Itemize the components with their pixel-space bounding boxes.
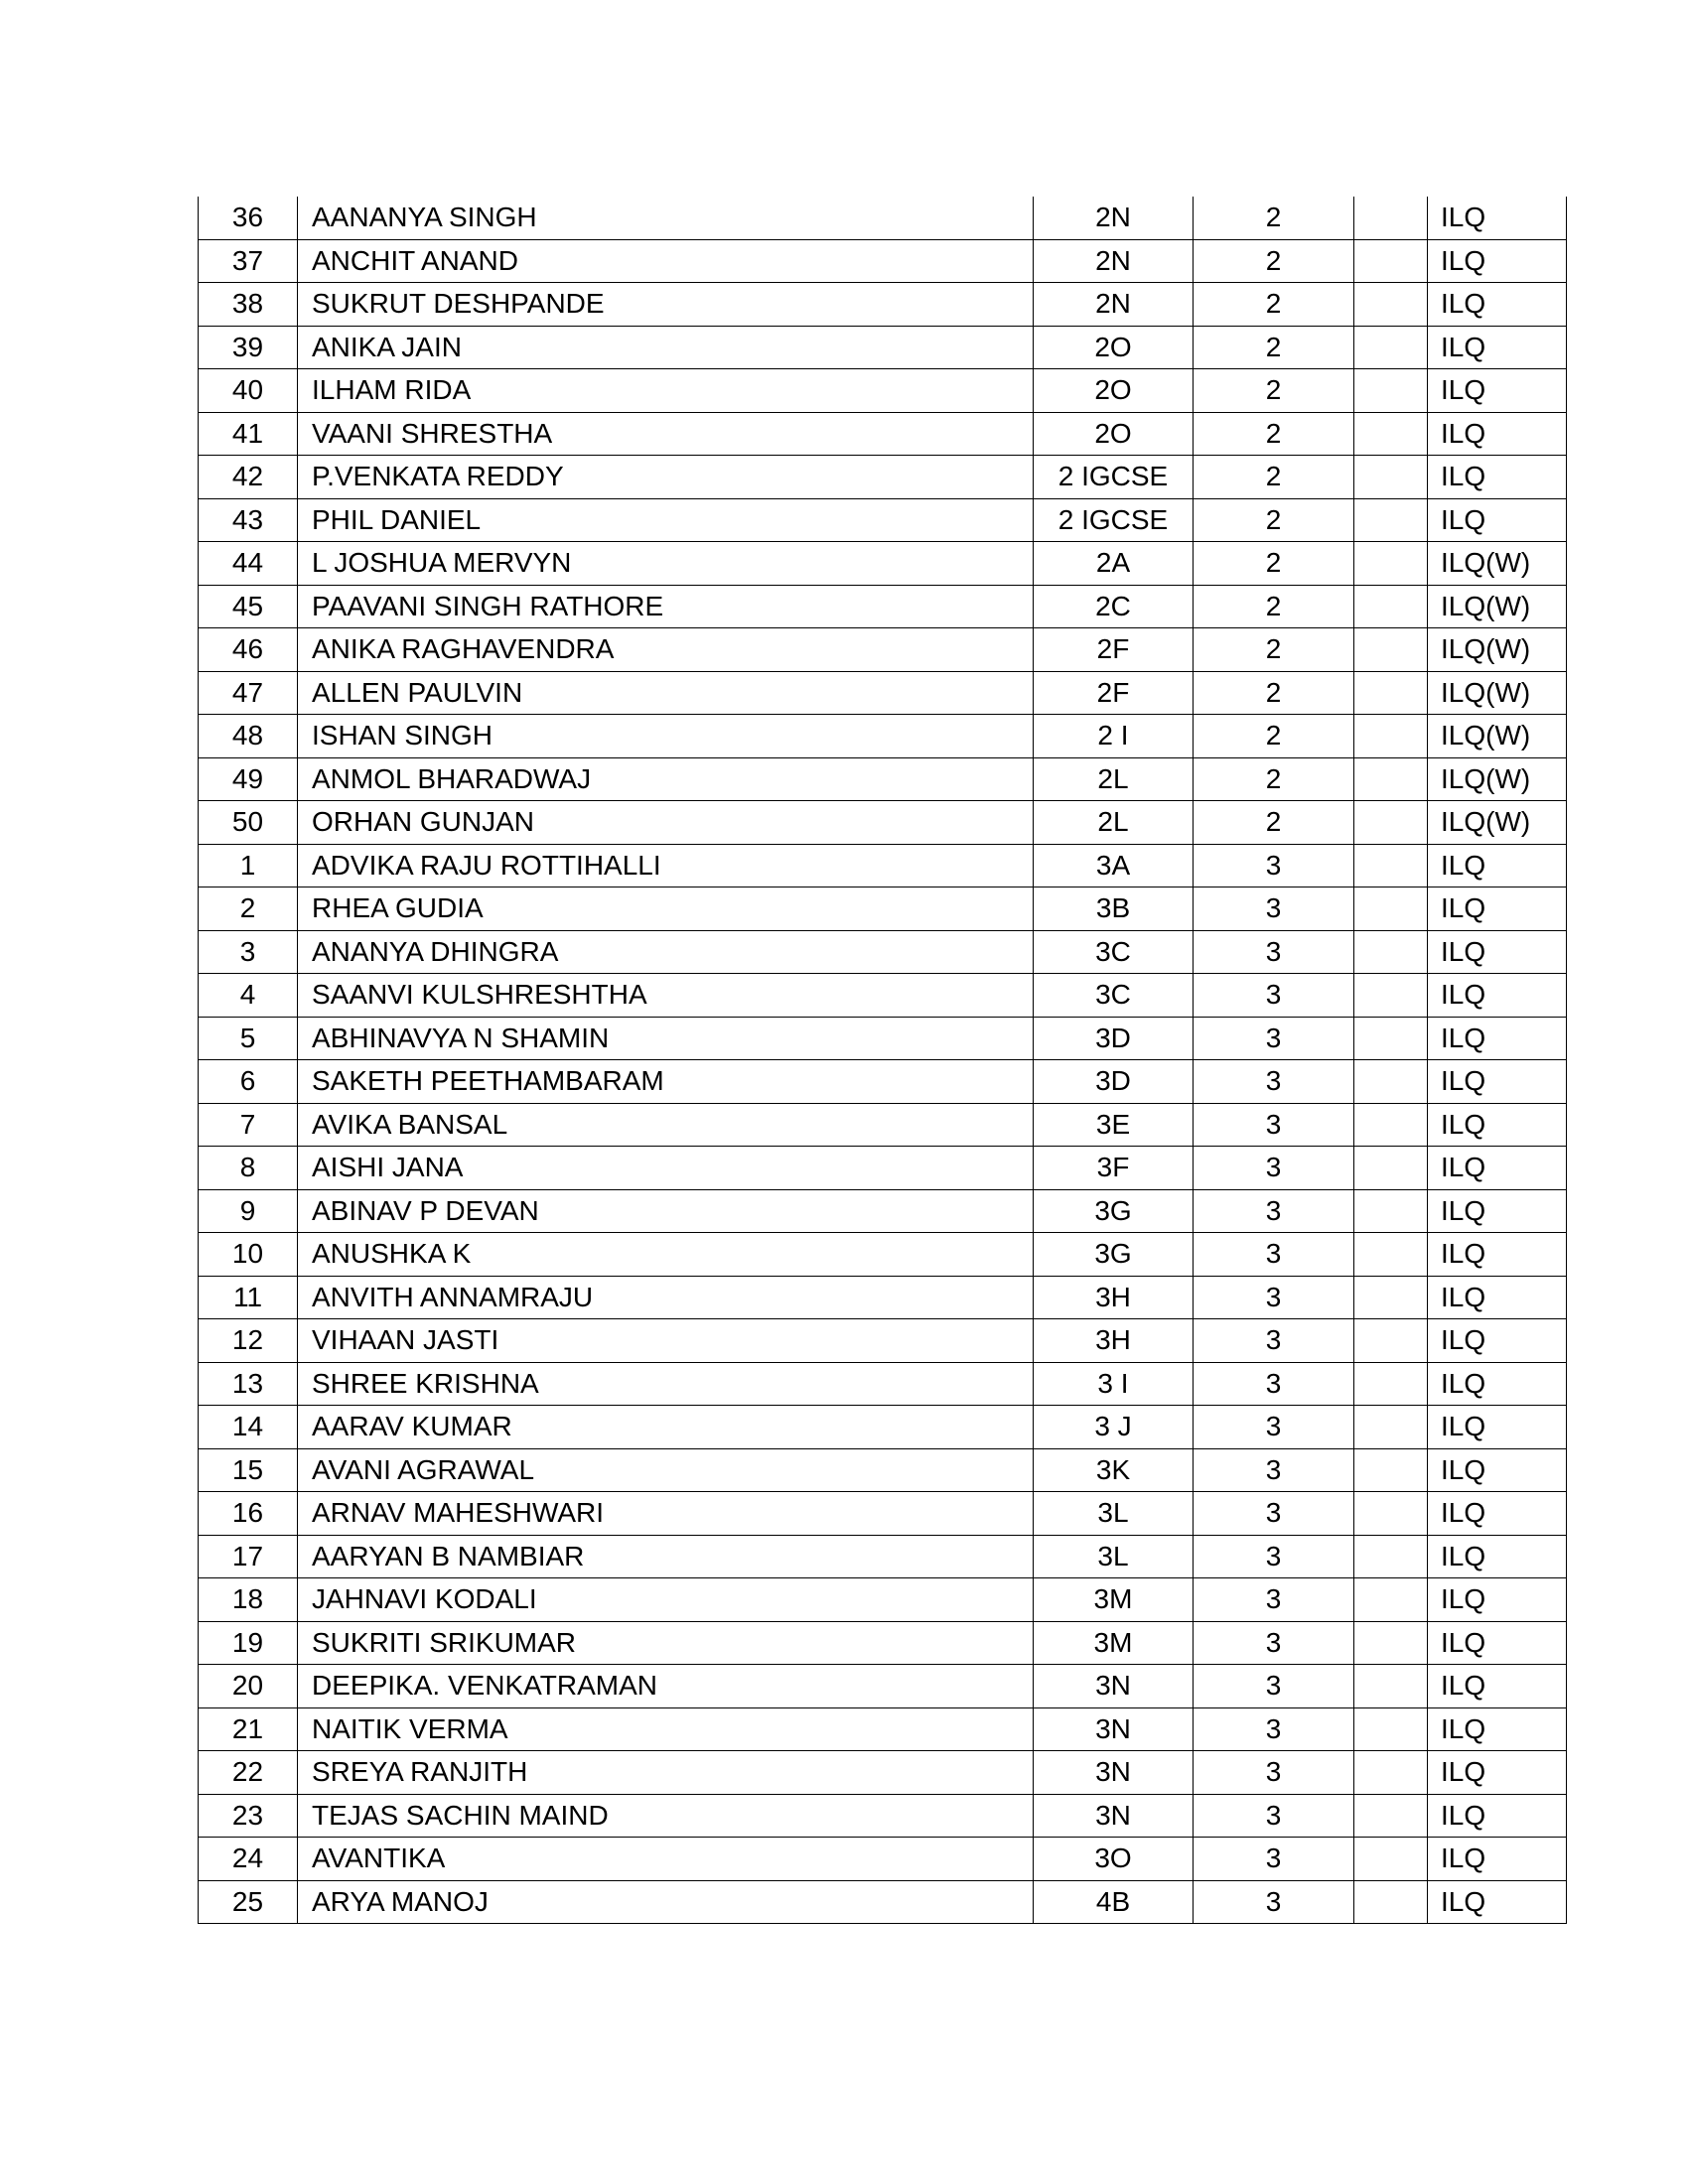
- category-cell: ILQ(W): [1428, 715, 1567, 758]
- empty-cell: [1354, 1794, 1428, 1838]
- grade-cell: 3: [1194, 1838, 1354, 1881]
- serial-number-cell: 37: [199, 239, 298, 283]
- class-section-cell: 3C: [1034, 930, 1194, 974]
- serial-number-cell: 24: [199, 1838, 298, 1881]
- class-section-cell: 2C: [1034, 585, 1194, 628]
- class-section-cell: 2F: [1034, 671, 1194, 715]
- category-cell: ILQ: [1428, 326, 1567, 369]
- empty-cell: [1354, 1880, 1428, 1924]
- student-name-cell: ABHINAVYA N SHAMIN: [298, 1017, 1034, 1060]
- empty-cell: [1354, 369, 1428, 413]
- category-cell: ILQ: [1428, 1707, 1567, 1751]
- table-row: [199, 1492, 1567, 1536]
- table-row: [199, 456, 1567, 499]
- student-name-cell: AISHI JANA: [298, 1147, 1034, 1190]
- table-row: [199, 887, 1567, 931]
- class-section-cell: 3 J: [1034, 1406, 1194, 1449]
- student-name-cell: ILHAM RIDA: [298, 369, 1034, 413]
- student-name-cell: ANIKA JAIN: [298, 326, 1034, 369]
- class-section-cell: 2 I: [1034, 715, 1194, 758]
- serial-number-cell: 20: [199, 1665, 298, 1708]
- table-row: [199, 1838, 1567, 1881]
- category-cell: ILQ: [1428, 1578, 1567, 1622]
- student-name-cell: ALLEN PAULVIN: [298, 671, 1034, 715]
- table-row: [199, 1060, 1567, 1104]
- serial-number-cell: 8: [199, 1147, 298, 1190]
- student-name-cell: ANMOL BHARADWAJ: [298, 757, 1034, 801]
- class-section-cell: 2L: [1034, 757, 1194, 801]
- serial-number-cell: 3: [199, 930, 298, 974]
- class-section-cell: 3B: [1034, 887, 1194, 931]
- empty-cell: [1354, 887, 1428, 931]
- serial-number-cell: 21: [199, 1707, 298, 1751]
- empty-cell: [1354, 1189, 1428, 1233]
- table-row: [199, 542, 1567, 586]
- category-cell: ILQ: [1428, 1448, 1567, 1492]
- student-name-cell: P.VENKATA REDDY: [298, 456, 1034, 499]
- class-section-cell: 3E: [1034, 1103, 1194, 1147]
- serial-number-cell: 46: [199, 628, 298, 672]
- empty-cell: [1354, 628, 1428, 672]
- grade-cell: 3: [1194, 1492, 1354, 1536]
- table-row: [199, 1406, 1567, 1449]
- class-section-cell: 3F: [1034, 1147, 1194, 1190]
- grade-cell: 3: [1194, 887, 1354, 931]
- category-cell: ILQ(W): [1428, 757, 1567, 801]
- student-name-cell: AARAV KUMAR: [298, 1406, 1034, 1449]
- class-section-cell: 2O: [1034, 412, 1194, 456]
- serial-number-cell: 13: [199, 1362, 298, 1406]
- class-section-cell: 3O: [1034, 1838, 1194, 1881]
- table-row: [199, 1578, 1567, 1622]
- category-cell: ILQ: [1428, 498, 1567, 542]
- empty-cell: [1354, 1751, 1428, 1795]
- table-row: [199, 930, 1567, 974]
- grade-cell: 2: [1194, 715, 1354, 758]
- grade-cell: 2: [1194, 369, 1354, 413]
- grade-cell: 3: [1194, 1103, 1354, 1147]
- class-section-cell: 2F: [1034, 628, 1194, 672]
- student-name-cell: VIHAAN JASTI: [298, 1319, 1034, 1363]
- table-row: [199, 974, 1567, 1018]
- serial-number-cell: 5: [199, 1017, 298, 1060]
- empty-cell: [1354, 1838, 1428, 1881]
- empty-cell: [1354, 412, 1428, 456]
- grade-cell: 2: [1194, 671, 1354, 715]
- student-name-cell: L JOSHUA MERVYN: [298, 542, 1034, 586]
- class-section-cell: 3N: [1034, 1751, 1194, 1795]
- grade-cell: 3: [1194, 1794, 1354, 1838]
- category-cell: ILQ: [1428, 1751, 1567, 1795]
- empty-cell: [1354, 1362, 1428, 1406]
- grade-cell: 3: [1194, 1319, 1354, 1363]
- empty-cell: [1354, 498, 1428, 542]
- table-row: [199, 283, 1567, 327]
- serial-number-cell: 41: [199, 412, 298, 456]
- category-cell: ILQ: [1428, 369, 1567, 413]
- serial-number-cell: 11: [199, 1276, 298, 1319]
- category-cell: ILQ(W): [1428, 542, 1567, 586]
- class-section-cell: 3H: [1034, 1276, 1194, 1319]
- table-row: [199, 239, 1567, 283]
- serial-number-cell: 42: [199, 456, 298, 499]
- category-cell: ILQ: [1428, 456, 1567, 499]
- class-section-cell: 3N: [1034, 1794, 1194, 1838]
- table-row: [199, 671, 1567, 715]
- category-cell: ILQ: [1428, 197, 1567, 239]
- grade-cell: 3: [1194, 1017, 1354, 1060]
- grade-cell: 3: [1194, 1233, 1354, 1277]
- grade-cell: 2: [1194, 498, 1354, 542]
- class-section-cell: 2N: [1034, 239, 1194, 283]
- grade-cell: 3: [1194, 1362, 1354, 1406]
- category-cell: ILQ(W): [1428, 628, 1567, 672]
- category-cell: ILQ: [1428, 1794, 1567, 1838]
- student-name-cell: AVIKA BANSAL: [298, 1103, 1034, 1147]
- table-row: [199, 1319, 1567, 1363]
- class-section-cell: 3D: [1034, 1017, 1194, 1060]
- grade-cell: 2: [1194, 585, 1354, 628]
- student-name-cell: VAANI SHRESTHA: [298, 412, 1034, 456]
- empty-cell: [1354, 974, 1428, 1018]
- grade-cell: 2: [1194, 283, 1354, 327]
- class-section-cell: 3D: [1034, 1060, 1194, 1104]
- student-name-cell: AANANYA SINGH: [298, 197, 1034, 239]
- table-row: [199, 1621, 1567, 1665]
- empty-cell: [1354, 715, 1428, 758]
- student-name-cell: RHEA GUDIA: [298, 887, 1034, 931]
- student-name-cell: AVANTIKA: [298, 1838, 1034, 1881]
- class-section-cell: 3M: [1034, 1621, 1194, 1665]
- grade-cell: 3: [1194, 1880, 1354, 1924]
- student-name-cell: NAITIK VERMA: [298, 1707, 1034, 1751]
- empty-cell: [1354, 1448, 1428, 1492]
- class-section-cell: 3M: [1034, 1578, 1194, 1622]
- grade-cell: 2: [1194, 326, 1354, 369]
- serial-number-cell: 14: [199, 1406, 298, 1449]
- empty-cell: [1354, 1103, 1428, 1147]
- grade-cell: 2: [1194, 197, 1354, 239]
- empty-cell: [1354, 456, 1428, 499]
- student-name-cell: PHIL DANIEL: [298, 498, 1034, 542]
- student-name-cell: DEEPIKA. VENKATRAMAN: [298, 1665, 1034, 1708]
- student-name-cell: ANCHIT ANAND: [298, 239, 1034, 283]
- serial-number-cell: 10: [199, 1233, 298, 1277]
- grade-cell: 3: [1194, 930, 1354, 974]
- empty-cell: [1354, 671, 1428, 715]
- class-section-cell: 2 IGCSE: [1034, 498, 1194, 542]
- table-row: [199, 1880, 1567, 1924]
- serial-number-cell: 45: [199, 585, 298, 628]
- serial-number-cell: 47: [199, 671, 298, 715]
- category-cell: ILQ: [1428, 1319, 1567, 1363]
- class-section-cell: 3H: [1034, 1319, 1194, 1363]
- class-section-cell: 3K: [1034, 1448, 1194, 1492]
- category-cell: ILQ: [1428, 1189, 1567, 1233]
- serial-number-cell: 9: [199, 1189, 298, 1233]
- serial-number-cell: 19: [199, 1621, 298, 1665]
- student-name-cell: ARYA MANOJ: [298, 1880, 1034, 1924]
- category-cell: ILQ: [1428, 1017, 1567, 1060]
- empty-cell: [1354, 1406, 1428, 1449]
- grade-cell: 3: [1194, 1578, 1354, 1622]
- category-cell: ILQ(W): [1428, 671, 1567, 715]
- serial-number-cell: 7: [199, 1103, 298, 1147]
- serial-number-cell: 4: [199, 974, 298, 1018]
- category-cell: ILQ: [1428, 1492, 1567, 1536]
- class-section-cell: 3N: [1034, 1665, 1194, 1708]
- grade-cell: 3: [1194, 844, 1354, 887]
- serial-number-cell: 43: [199, 498, 298, 542]
- empty-cell: [1354, 239, 1428, 283]
- serial-number-cell: 44: [199, 542, 298, 586]
- serial-number-cell: 38: [199, 283, 298, 327]
- empty-cell: [1354, 1492, 1428, 1536]
- empty-cell: [1354, 1621, 1428, 1665]
- table-row: [199, 757, 1567, 801]
- serial-number-cell: 48: [199, 715, 298, 758]
- category-cell: ILQ: [1428, 844, 1567, 887]
- serial-number-cell: 15: [199, 1448, 298, 1492]
- student-name-cell: ADVIKA RAJU ROTTIHALLI: [298, 844, 1034, 887]
- table-row: [199, 628, 1567, 672]
- category-cell: ILQ: [1428, 239, 1567, 283]
- table-row: [199, 369, 1567, 413]
- serial-number-cell: 49: [199, 757, 298, 801]
- serial-number-cell: 12: [199, 1319, 298, 1363]
- category-cell: ILQ: [1428, 1147, 1567, 1190]
- table-row: [199, 1276, 1567, 1319]
- grade-cell: 3: [1194, 1276, 1354, 1319]
- empty-cell: [1354, 1319, 1428, 1363]
- serial-number-cell: 6: [199, 1060, 298, 1104]
- student-name-cell: SAKETH PEETHAMBARAM: [298, 1060, 1034, 1104]
- student-name-cell: ANUSHKA K: [298, 1233, 1034, 1277]
- roster-table-body: [199, 197, 1567, 1924]
- student-name-cell: SUKRUT DESHPANDE: [298, 283, 1034, 327]
- student-name-cell: AVANI AGRAWAL: [298, 1448, 1034, 1492]
- grade-cell: 2: [1194, 801, 1354, 845]
- empty-cell: [1354, 1276, 1428, 1319]
- table-row: [199, 1535, 1567, 1578]
- empty-cell: [1354, 1060, 1428, 1104]
- serial-number-cell: 2: [199, 887, 298, 931]
- student-name-cell: ISHAN SINGH: [298, 715, 1034, 758]
- category-cell: ILQ: [1428, 1233, 1567, 1277]
- empty-cell: [1354, 197, 1428, 239]
- table-row: [199, 844, 1567, 887]
- grade-cell: 3: [1194, 1060, 1354, 1104]
- category-cell: ILQ: [1428, 1276, 1567, 1319]
- serial-number-cell: 1: [199, 844, 298, 887]
- table-row: [199, 498, 1567, 542]
- student-roster-table: [198, 197, 1567, 1924]
- student-name-cell: SAANVI KULSHRESHTHA: [298, 974, 1034, 1018]
- table-row: [199, 1147, 1567, 1190]
- grade-cell: 3: [1194, 1621, 1354, 1665]
- student-name-cell: AARYAN B NAMBIAR: [298, 1535, 1034, 1578]
- table-row: [199, 1233, 1567, 1277]
- student-name-cell: PAAVANI SINGH RATHORE: [298, 585, 1034, 628]
- category-cell: ILQ: [1428, 1362, 1567, 1406]
- category-cell: ILQ(W): [1428, 801, 1567, 845]
- category-cell: ILQ: [1428, 1103, 1567, 1147]
- empty-cell: [1354, 1578, 1428, 1622]
- category-cell: ILQ: [1428, 1621, 1567, 1665]
- category-cell: ILQ: [1428, 887, 1567, 931]
- empty-cell: [1354, 1233, 1428, 1277]
- table-row: [199, 1189, 1567, 1233]
- grade-cell: 3: [1194, 1406, 1354, 1449]
- student-name-cell: SUKRITI SRIKUMAR: [298, 1621, 1034, 1665]
- class-section-cell: 2O: [1034, 369, 1194, 413]
- class-section-cell: 2A: [1034, 542, 1194, 586]
- grade-cell: 2: [1194, 628, 1354, 672]
- class-section-cell: 3 I: [1034, 1362, 1194, 1406]
- class-section-cell: 3G: [1034, 1233, 1194, 1277]
- serial-number-cell: 22: [199, 1751, 298, 1795]
- student-name-cell: ANIKA RAGHAVENDRA: [298, 628, 1034, 672]
- grade-cell: 3: [1194, 1189, 1354, 1233]
- grade-cell: 3: [1194, 1448, 1354, 1492]
- student-name-cell: JAHNAVI KODALI: [298, 1578, 1034, 1622]
- class-section-cell: 2N: [1034, 197, 1194, 239]
- category-cell: ILQ: [1428, 1880, 1567, 1924]
- table-row: [199, 1017, 1567, 1060]
- category-cell: ILQ: [1428, 412, 1567, 456]
- grade-cell: 3: [1194, 1665, 1354, 1708]
- table-row: [199, 1665, 1567, 1708]
- category-cell: ILQ: [1428, 1060, 1567, 1104]
- grade-cell: 2: [1194, 239, 1354, 283]
- serial-number-cell: 23: [199, 1794, 298, 1838]
- empty-cell: [1354, 1707, 1428, 1751]
- empty-cell: [1354, 844, 1428, 887]
- table-row: [199, 1362, 1567, 1406]
- empty-cell: [1354, 930, 1428, 974]
- serial-number-cell: 40: [199, 369, 298, 413]
- grade-cell: 2: [1194, 456, 1354, 499]
- empty-cell: [1354, 542, 1428, 586]
- serial-number-cell: 50: [199, 801, 298, 845]
- table-row: [199, 412, 1567, 456]
- category-cell: ILQ: [1428, 974, 1567, 1018]
- category-cell: ILQ: [1428, 1665, 1567, 1708]
- category-cell: ILQ: [1428, 1406, 1567, 1449]
- student-name-cell: SHREE KRISHNA: [298, 1362, 1034, 1406]
- serial-number-cell: 16: [199, 1492, 298, 1536]
- empty-cell: [1354, 283, 1428, 327]
- table-row: [199, 1103, 1567, 1147]
- empty-cell: [1354, 1535, 1428, 1578]
- student-name-cell: SREYA RANJITH: [298, 1751, 1034, 1795]
- empty-cell: [1354, 1017, 1428, 1060]
- student-name-cell: ANVITH ANNAMRAJU: [298, 1276, 1034, 1319]
- student-name-cell: ARNAV MAHESHWARI: [298, 1492, 1034, 1536]
- student-name-cell: ORHAN GUNJAN: [298, 801, 1034, 845]
- table-row: [199, 1707, 1567, 1751]
- serial-number-cell: 18: [199, 1578, 298, 1622]
- serial-number-cell: 25: [199, 1880, 298, 1924]
- class-section-cell: 2N: [1034, 283, 1194, 327]
- class-section-cell: 3N: [1034, 1707, 1194, 1751]
- class-section-cell: 3L: [1034, 1535, 1194, 1578]
- student-name-cell: ABINAV P DEVAN: [298, 1189, 1034, 1233]
- serial-number-cell: 39: [199, 326, 298, 369]
- category-cell: ILQ: [1428, 283, 1567, 327]
- table-row: [199, 1794, 1567, 1838]
- class-section-cell: 3A: [1034, 844, 1194, 887]
- class-section-cell: 4B: [1034, 1880, 1194, 1924]
- category-cell: ILQ(W): [1428, 585, 1567, 628]
- student-name-cell: ANANYA DHINGRA: [298, 930, 1034, 974]
- class-section-cell: 2 IGCSE: [1034, 456, 1194, 499]
- empty-cell: [1354, 1147, 1428, 1190]
- empty-cell: [1354, 585, 1428, 628]
- class-section-cell: 3G: [1034, 1189, 1194, 1233]
- table-row: [199, 1448, 1567, 1492]
- empty-cell: [1354, 326, 1428, 369]
- table-row: [199, 801, 1567, 845]
- grade-cell: 2: [1194, 412, 1354, 456]
- serial-number-cell: 36: [199, 197, 298, 239]
- grade-cell: 2: [1194, 542, 1354, 586]
- class-section-cell: 3C: [1034, 974, 1194, 1018]
- table-row: [199, 585, 1567, 628]
- grade-cell: 3: [1194, 1147, 1354, 1190]
- serial-number-cell: 17: [199, 1535, 298, 1578]
- category-cell: ILQ: [1428, 930, 1567, 974]
- student-name-cell: TEJAS SACHIN MAIND: [298, 1794, 1034, 1838]
- category-cell: ILQ: [1428, 1535, 1567, 1578]
- table-row: [199, 326, 1567, 369]
- category-cell: ILQ: [1428, 1838, 1567, 1881]
- empty-cell: [1354, 757, 1428, 801]
- table-row: [199, 715, 1567, 758]
- grade-cell: 3: [1194, 1707, 1354, 1751]
- grade-cell: 3: [1194, 1535, 1354, 1578]
- empty-cell: [1354, 801, 1428, 845]
- class-section-cell: 3L: [1034, 1492, 1194, 1536]
- empty-cell: [1354, 1665, 1428, 1708]
- class-section-cell: 2L: [1034, 801, 1194, 845]
- grade-cell: 2: [1194, 757, 1354, 801]
- grade-cell: 3: [1194, 974, 1354, 1018]
- table-row: [199, 1751, 1567, 1795]
- class-section-cell: 2O: [1034, 326, 1194, 369]
- grade-cell: 3: [1194, 1751, 1354, 1795]
- table-row: [199, 197, 1567, 239]
